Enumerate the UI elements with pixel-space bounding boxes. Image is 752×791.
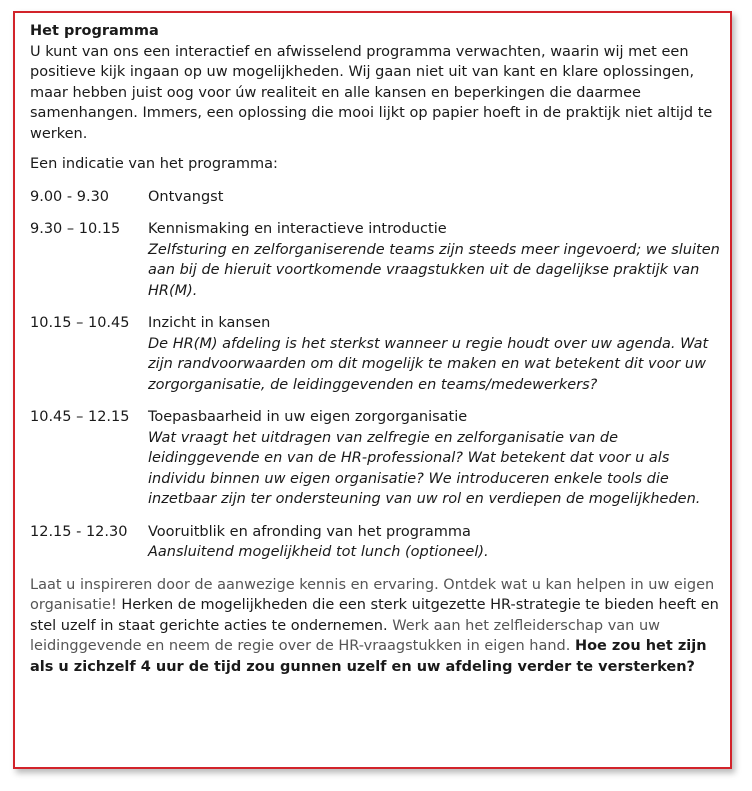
schedule-time: 10.15 – 10.45 — [30, 315, 130, 331]
schedule-description: Aansluitend mogelijkheid tot lunch (optioneel). — [148, 544, 489, 560]
schedule-item — [148, 187, 720, 208]
schedule-time: 12.15 - 12.30 — [30, 523, 128, 540]
schedule-item — [148, 313, 720, 395]
schedule-row — [30, 219, 720, 301]
schedule-title: Toepasbaarheid in uw eigen zorgorganisatie — [148, 409, 468, 425]
schedule-item — [148, 219, 720, 301]
schedule-time: 9.00 - 9.30 — [30, 188, 110, 205]
schedule-item — [148, 407, 720, 510]
closing-part-2: Herken de mogelijkheden die een sterk uitgezette HR-strategie te bieden heeft en stel uzelf in staat gerichte acties te ondernemen. — [30, 597, 719, 634]
closing-paragraph — [30, 575, 720, 678]
schedule-row — [30, 522, 720, 563]
schedule-description: Wat vraagt het uitdragen van zelfregie en zelforganisatie van de leidinggevende en van de HR-professional? Wat betekent dat voor u als individu binnen uw eigen organisatie? We introduceren enkele tools die inzetbaar zijn ter ondersteuning van uw rol en verdiepen de mogelijkheden. — [148, 429, 701, 507]
closing-question: Hoe zou het zijn als u zichzelf 4 uur de tijd zou gunnen uzelf en uw afdeling verder te versterken? — [30, 638, 707, 675]
program-content — [30, 21, 720, 677]
schedule-item — [148, 522, 720, 563]
closing-part-1: Laat u inspireren door de aanwezige kennis en ervaring. Ontdek wat u kan helpen in uw eigen organisatie! — [30, 576, 715, 613]
schedule-time: 9.30 – 10.15 — [30, 221, 121, 237]
schedule-row — [30, 313, 720, 395]
schedule-time: 10.45 – 12.15 — [30, 409, 130, 425]
schedule-title: Kennismaking en interactieve introductie — [148, 221, 447, 237]
closing-part-3: Werk aan het zelfleiderschap van uw leidinggevende en neem de regie over de HR-vraagstukken in eigen hand. — [30, 617, 661, 654]
schedule-row — [30, 187, 720, 208]
schedule-description: De HR(M) afdeling is het sterkst wanneer u regie houdt over uw agenda. Wat zijn randvoorwaarden om dit mogelijk te maken en wat betekent dit voor uw zorgorganisatie, de leidinggevenden en teams/medewerkers? — [148, 335, 709, 393]
program-heading: Het programma — [30, 23, 159, 39]
schedule-title: Inzicht in kansen — [148, 315, 271, 331]
schedule-row — [30, 407, 720, 510]
program-intro: U kunt van ons een interactief en afwisselend programma verwachten, waarin wij met een positieve kijk ingaan op uw mogelijkheden. Wij gaan niet uit van kant en klare oplossingen, maar hebben juist oog voor úw realiteit en alle kansen en beperkingen die daarmee samenhangen. Immers, een oplossing die mooi lijkt op papier hoeft in de praktijk niet altijd te werken. — [30, 43, 713, 142]
program-indication: Een indicatie van het programma: — [30, 156, 278, 172]
schedule-title: Vooruitblik en afronding van het programma — [148, 523, 471, 540]
program-box — [13, 11, 732, 769]
schedule-title: Ontvangst — [148, 188, 224, 205]
schedule-description: Zelfsturing en zelforganiserende teams zijn steeds meer ingevoerd; we sluiten aan bij de hieruit voortkomende vraagstukken uit de dagelijkse praktijk van HR(M). — [148, 241, 720, 299]
